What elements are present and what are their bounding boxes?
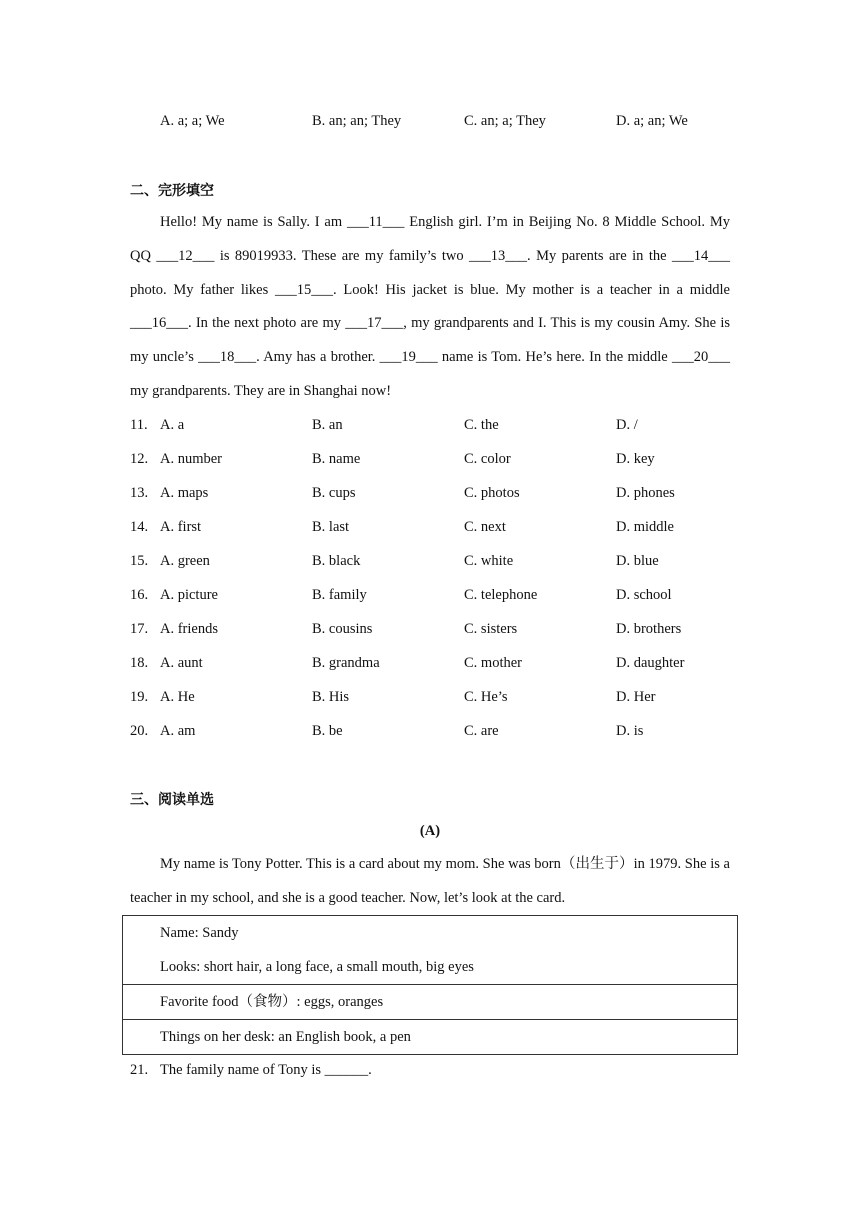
option-d: D. middle bbox=[616, 519, 674, 535]
option-a: A. number bbox=[160, 451, 223, 467]
card-name: Name: Sandy bbox=[160, 925, 239, 941]
option-b: B. His bbox=[312, 689, 350, 705]
option-d: D. Her bbox=[616, 689, 656, 705]
question-row bbox=[130, 723, 740, 743]
question-number: 14. bbox=[130, 519, 149, 535]
option-b: B. family bbox=[312, 587, 367, 603]
option-a: A. aunt bbox=[160, 655, 203, 671]
option-a: A. picture bbox=[160, 587, 218, 603]
info-card-table bbox=[122, 915, 738, 1055]
option-a: A. a; a; We bbox=[160, 113, 225, 129]
option-a: A. am bbox=[160, 723, 196, 739]
option-c: C. white bbox=[464, 553, 514, 569]
question-number: 19. bbox=[130, 689, 149, 705]
option-d: D. phones bbox=[616, 485, 675, 501]
option-a: A. He bbox=[160, 689, 195, 705]
option-b: B. an bbox=[312, 417, 343, 433]
option-c: C. the bbox=[464, 417, 499, 433]
card-food: Favorite food（食物）: eggs, oranges bbox=[160, 994, 384, 1010]
option-c: C. photos bbox=[464, 485, 520, 501]
card-desk: Things on her desk: an English book, a pen bbox=[160, 1029, 411, 1045]
option-d: D. / bbox=[616, 417, 638, 433]
question-row bbox=[130, 485, 740, 505]
question-row bbox=[130, 689, 740, 709]
option-b: B. cousins bbox=[312, 621, 373, 637]
option-c: C. an; a; They bbox=[464, 113, 546, 129]
option-b: B. black bbox=[312, 553, 361, 569]
question-number: 21. bbox=[130, 1062, 149, 1078]
option-c: C. are bbox=[464, 723, 499, 739]
card-row bbox=[123, 1020, 738, 1055]
option-a: A. first bbox=[160, 519, 202, 535]
card-looks: Looks: short hair, a long face, a small mouth, big eyes bbox=[160, 959, 474, 975]
question-number: 16. bbox=[130, 587, 149, 603]
option-b: B. be bbox=[312, 723, 343, 739]
question-row bbox=[130, 621, 740, 641]
option-c: C. sisters bbox=[464, 621, 518, 637]
question-number: 11. bbox=[130, 417, 148, 433]
option-b: B. cups bbox=[312, 485, 356, 501]
card-row bbox=[123, 916, 738, 985]
option-d: D. key bbox=[616, 451, 655, 467]
question-row bbox=[130, 655, 740, 675]
option-b: B. an; an; They bbox=[312, 113, 402, 129]
question-text: The family name of Tony is ______. bbox=[160, 1062, 372, 1078]
question-number: 12. bbox=[130, 451, 149, 467]
reading-intro-text: My name is Tony Potter. This is a card about my mom. She was born（出生于）in 1979. She is a teacher in my school, and she is a good teacher. Now, let’s look at the card. bbox=[130, 856, 730, 906]
question-number: 13. bbox=[130, 485, 149, 501]
option-b: B. last bbox=[312, 519, 350, 535]
card-row bbox=[123, 985, 738, 1020]
option-row-top bbox=[130, 113, 740, 133]
question-row bbox=[130, 451, 740, 471]
card-cell bbox=[123, 985, 738, 1020]
question-row bbox=[130, 417, 740, 437]
option-b: B. name bbox=[312, 451, 361, 467]
cloze-passage-text: Hello! My name is Sally. I am ___11___ English girl. I’m in Beijing No. 8 Middle School. My QQ ___12___ is 89019933. These are my family’s two ___13___. My parents are in the ___14___ photo. My father likes ___15___. Look! His jacket is blue. My mother is a teacher in a middle ___16___. In the next photo are my ___17___, my grandparents and I. This is my cousin Amy. She is my uncle’s ___18___. Amy has a brother. ___19___ name is Tom. He’s here. In the middle ___20___ my grandparents. They are in Shanghai now! bbox=[130, 214, 730, 399]
option-d: D. daughter bbox=[616, 655, 685, 671]
question-number: 20. bbox=[130, 723, 149, 739]
question-21 bbox=[130, 1062, 740, 1082]
question-number: 17. bbox=[130, 621, 149, 637]
question-row bbox=[130, 553, 740, 573]
option-d: D. brothers bbox=[616, 621, 682, 637]
option-a: A. friends bbox=[160, 621, 218, 637]
question-number: 18. bbox=[130, 655, 149, 671]
option-a: A. maps bbox=[160, 485, 209, 501]
question-row bbox=[130, 519, 740, 539]
option-c: C. color bbox=[464, 451, 511, 467]
section-heading-reading: 三、阅读单选 bbox=[130, 792, 214, 808]
option-a: A. green bbox=[160, 553, 210, 569]
card-cell bbox=[123, 916, 738, 985]
option-c: C. He’s bbox=[464, 689, 508, 705]
passage-label: (A) bbox=[419, 823, 441, 839]
section-heading-cloze: 二、完形填空 bbox=[130, 183, 214, 199]
card-cell bbox=[123, 1020, 738, 1055]
option-d: D. is bbox=[616, 723, 644, 739]
option-c: C. mother bbox=[464, 655, 522, 671]
reading-intro bbox=[130, 848, 730, 916]
question-number: 15. bbox=[130, 553, 149, 569]
option-c: C. next bbox=[464, 519, 506, 535]
option-c: C. telephone bbox=[464, 587, 538, 603]
option-a: A. a bbox=[160, 417, 185, 433]
cloze-passage bbox=[130, 206, 730, 409]
question-row bbox=[130, 587, 740, 607]
option-d: D. blue bbox=[616, 553, 659, 569]
option-d: D. a; an; We bbox=[616, 113, 688, 129]
option-d: D. school bbox=[616, 587, 672, 603]
option-b: B. grandma bbox=[312, 655, 380, 671]
